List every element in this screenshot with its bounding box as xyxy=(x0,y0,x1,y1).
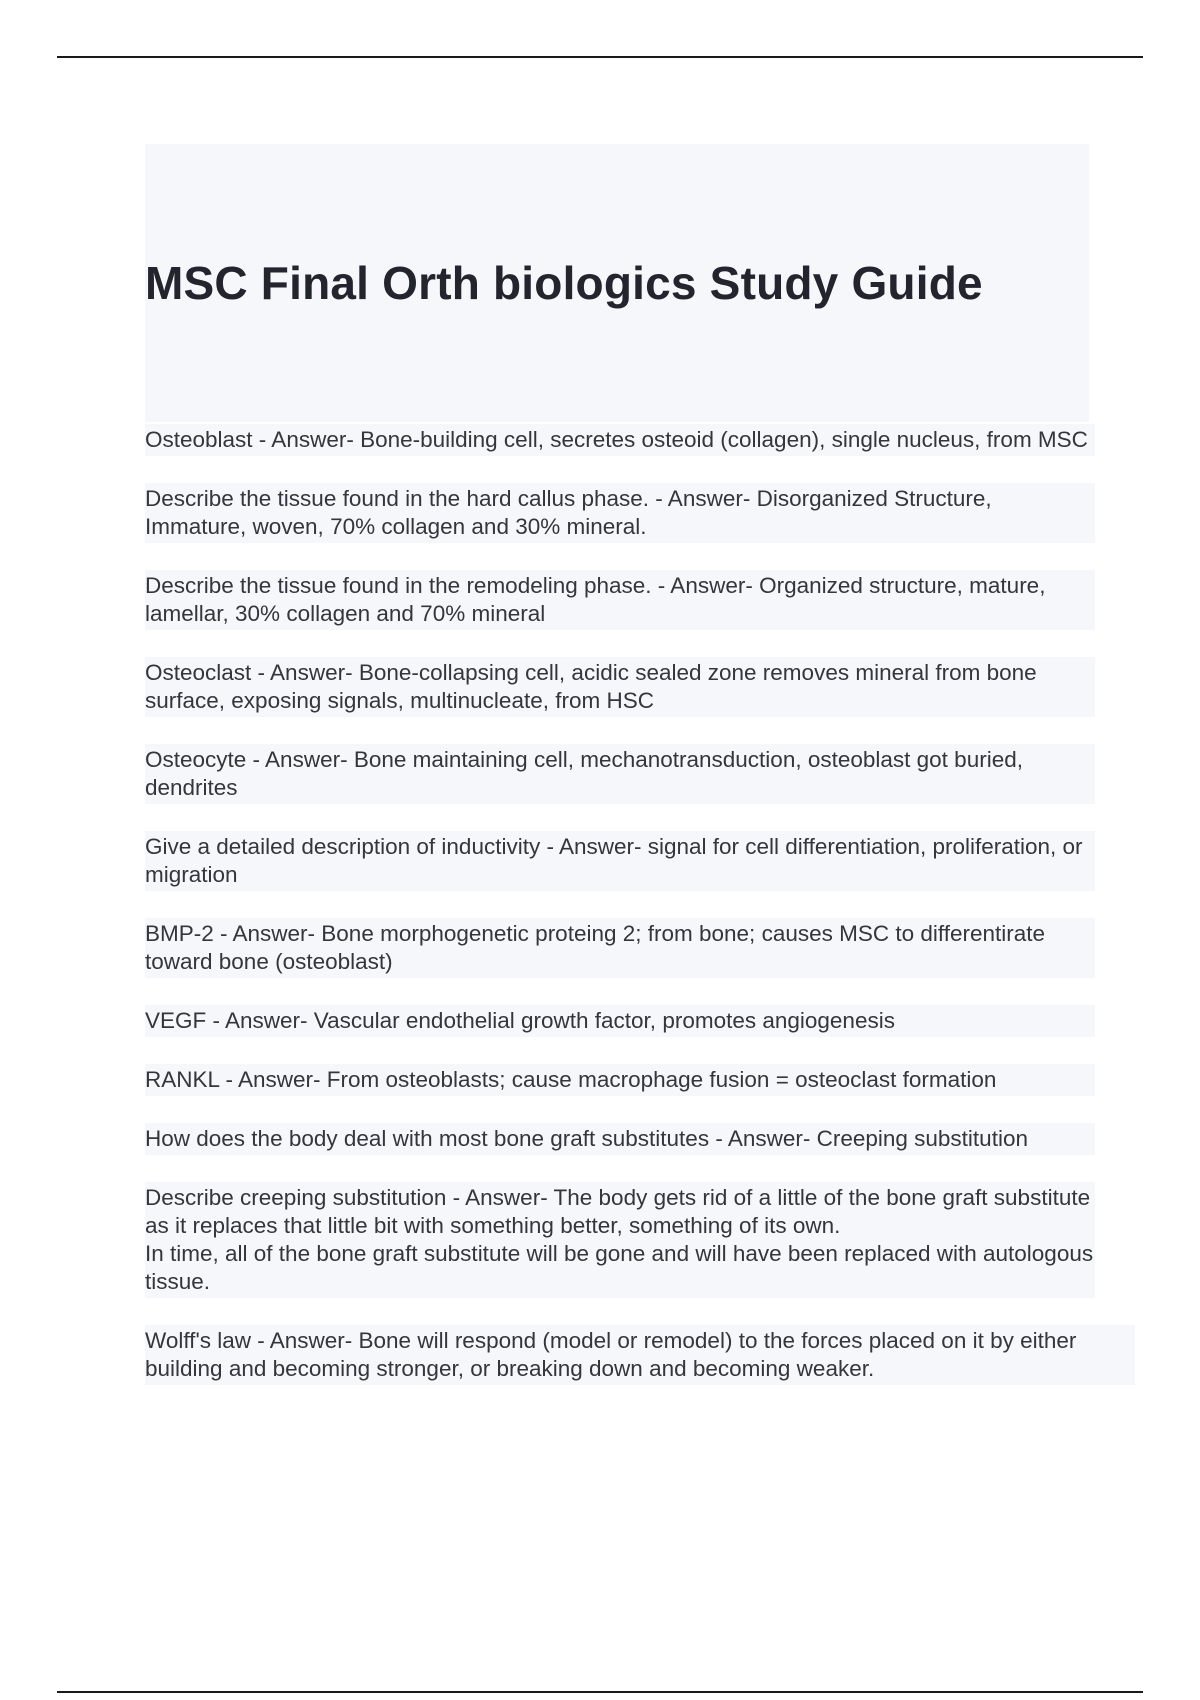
qa-entry-inductivity: Give a detailed description of inductivity - Answer- signal for cell differentiation, proliferation, or migration xyxy=(145,831,1095,891)
page-title: MSC Final Orth biologics Study Guide xyxy=(145,257,983,309)
qa-entry-osteoclast: Osteoclast - Answer- Bone-collapsing cell, acidic sealed zone removes mineral from bone surface, exposing signals, multinucleate, from HSC xyxy=(145,657,1095,717)
qa-entry-remodeling: Describe the tissue found in the remodeling phase. - Answer- Organized structure, mature, lamellar, 30% collagen and 70% mineral xyxy=(145,570,1095,630)
top-rule xyxy=(57,56,1143,58)
qa-entry-graft-substitutes: How does the body deal with most bone graft substitutes - Answer- Creeping substitution xyxy=(145,1123,1095,1155)
qa-entry-osteoblast: Osteoblast - Answer- Bone-building cell, secretes osteoid (collagen), single nucleus, from MSC xyxy=(145,424,1095,456)
qa-list xyxy=(145,424,1095,1412)
qa-entry-vegf: VEGF - Answer- Vascular endothelial growth factor, promotes angiogenesis xyxy=(145,1005,1095,1037)
qa-entry-hard-callus: Describe the tissue found in the hard callus phase. - Answer- Disorganized Structure, Immature, woven, 70% collagen and 30% mineral. xyxy=(145,483,1095,543)
qa-entry-rankl: RANKL - Answer- From osteoblasts; cause macrophage fusion = osteoclast formation xyxy=(145,1064,1095,1096)
qa-entry-creeping-substitution: Describe creeping substitution - Answer- The body gets rid of a little of the bone graft substitute as it replaces that little bit with something better, something of its own. In time, all of the bone graft substitute will be gone and will have been replaced with autologous tissue. xyxy=(145,1182,1095,1298)
qa-entry-bmp2: BMP-2 - Answer- Bone morphogenetic proteing 2; from bone; causes MSC to differentirate toward bone (osteoblast) xyxy=(145,918,1095,978)
qa-entry-osteocyte: Osteocyte - Answer- Bone maintaining cell, mechanotransduction, osteoblast got buried, dendrites xyxy=(145,744,1095,804)
bottom-rule xyxy=(57,1691,1143,1693)
title-block xyxy=(145,144,1089,422)
qa-entry-wolffs-law: Wolff's law - Answer- Bone will respond (model or remodel) to the forces placed on it by either building and becoming stronger, or breaking down and becoming weaker. xyxy=(145,1325,1135,1385)
